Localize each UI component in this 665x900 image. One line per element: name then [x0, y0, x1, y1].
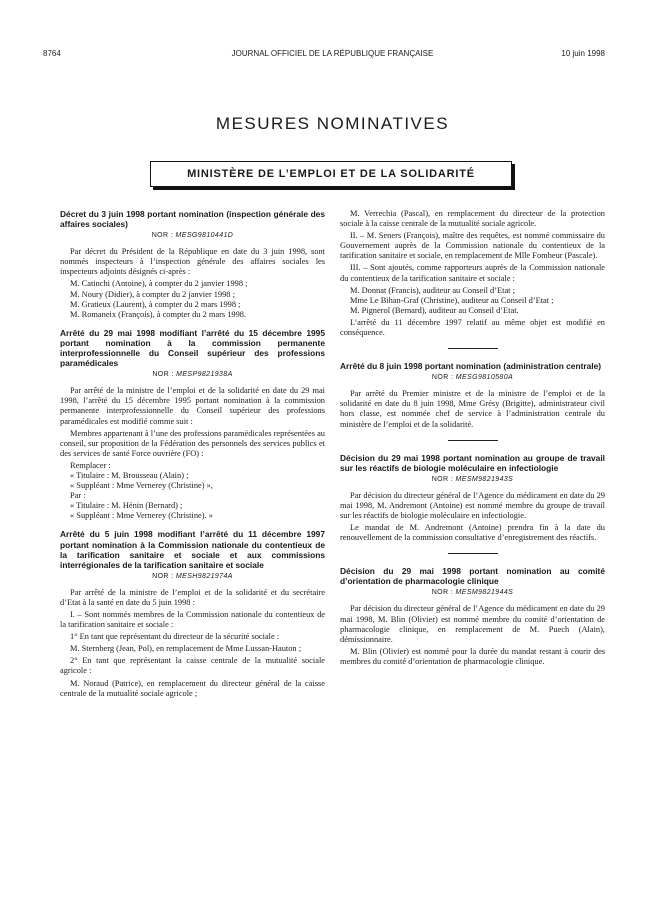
page-number: 8764 [43, 49, 61, 58]
nor-reference: NOR : MESM9821944S [431, 589, 514, 597]
issue-date: 10 juin 1998 [561, 49, 605, 58]
article-decision-pharmacologie [340, 566, 605, 667]
article-title: Décision du 29 mai 1998 portant nomination au groupe de travail sur les réactifs de biologie moléculaire en infectiologie [340, 452, 605, 473]
list-item: « Titulaire : M. Hénin (Bernard) ; [70, 501, 183, 511]
article-continuation [340, 209, 605, 338]
list-item: « Titulaire : M. Brousseau (Alain) ; [70, 470, 189, 480]
article-arrete-paramedicales [60, 328, 325, 522]
article-administration-centrale [340, 361, 605, 429]
nor-reference: NOR : MESM9821943S [431, 475, 514, 483]
nor-reference: NOR : MESG9810580A [431, 374, 514, 382]
paragraph: II. – M. Seners (François), maître des requêtes, est nommé commissaire du Gouvernement auprès de la Commission nationale du contentieux de la tarification sanitaire et sociale, en remplacement de Mlle Fombeur (Pascale). [340, 231, 605, 261]
list-item: « Suppléant : Mme Vernerey (Christine) », [70, 481, 213, 491]
journal-title: JOURNAL OFFICIEL DE LA RÉPUBLIQUE FRANÇAISE [231, 49, 434, 58]
list-item: Mme Le Bihan-Graf (Christine), auditeur au Conseil d’Etat ; [350, 295, 554, 305]
right-column [340, 209, 605, 669]
paragraph: 2° En tant que représentant la caisse centrale de la mutualité sociale agricole : [60, 656, 325, 676]
article-title: Décision du 29 mai 1998 portant nomination au comité d’orientation de pharmacologie clinique [340, 566, 605, 587]
paragraph: M. Noraud (Patrice), en remplacement du directeur général de la caisse centrale de la mutualité sociale agricole ; [60, 678, 325, 698]
list-item: M. Pignerol (Bernard), auditeur au Conseil d’Etat. [350, 305, 519, 315]
paragraph: Le mandat de M. Andremont (Antoine) prendra fin à la date du renouvellement de la commission consultative d’enregistrement des réactifs. [340, 523, 605, 543]
paragraph: M. Sternberg (Jean, Pol), en remplacement de Mme Lussan-Hauton ; [70, 644, 302, 654]
nor-reference: NOR : MESG9810441D [151, 232, 234, 240]
section-title: MESURES NOMINATIVES [215, 114, 450, 133]
list-item: M. Donnat (Francis), auditeur au Conseil d’Etat ; [350, 285, 515, 295]
nor-reference: NOR : MESH9821974A [152, 572, 233, 580]
list-item: M. Noury (Didier), à compter du 2 janvier 1998 ; [70, 289, 235, 299]
paragraph: M. Blin (Olivier) est nommé pour la durée du mandat restant à courir des membres du comité d’orientation de pharmacologie clinique. [340, 646, 605, 666]
article-decision-reactifs [340, 453, 605, 544]
article-decret-igas [60, 209, 325, 320]
list-item: Par : [70, 491, 86, 501]
separator-rule [448, 348, 498, 349]
paragraph: Par arrêté de la ministre de l’emploi et de la solidarité en date du 29 mai 1998, l’arrêté du 15 décembre 1995 portant nomination à la commission permanente interprofessionnelle du Conseil supérieur des professions paramédicales est modifié comme suit : [60, 386, 325, 426]
article-title: Décret du 3 juin 1998 portant nomination (inspection générale des affaires sociales) [60, 209, 325, 230]
paragraph: Par décret du Président de la République en date du 3 juin 1998, sont nommés inspecteurs à l’inspection générale des affaires sociales les inspecteurs adjoints désignés ci-après : [60, 247, 325, 277]
paragraph: M. Verrechia (Pascal), en remplacement du directeur de la protection sociale à la caisse centrale de la mutualité sociale agricole. [340, 209, 605, 229]
list-item: Remplacer : [70, 460, 111, 470]
separator-rule [448, 440, 498, 441]
list-item: M. Catinchi (Antoine), à compter du 2 janvier 1998 ; [70, 279, 248, 289]
paragraph: III. – Sont ajoutés, comme rapporteurs auprès de la Commission nationale du contentieux de la tarification sanitaire et sociale : [340, 263, 605, 283]
article-title: Arrêté du 5 juin 1998 modifiant l’arrêté du 11 décembre 1997 portant nomination à la Commission nationale du contentieux de la tarification sanitaire et sociale et aux commissions interrégionales de la tarification sanitaire et sociale [60, 529, 325, 570]
article-title: Arrêté du 29 mai 1998 modifiant l’arrêté du 15 décembre 1995 portant nomination à la commission permanente interprofessionnelle du Conseil supérieur des professions paramédicales [60, 327, 325, 369]
paragraph: Par arrêté de la ministre de l’emploi et de la solidarité et du secrétaire d’Etat à la santé en date du 5 juin 1998 : [60, 587, 325, 607]
list-item: « Suppléant : Mme Vernerey (Christine). » [70, 511, 213, 521]
article-arrete-tarification [60, 529, 325, 698]
paragraph: Par arrêté du Premier ministre et de la ministre de l’emploi et de la solidarité en date du 8 juin 1998, Mme Grésy (Brigitte), administrateur civil hors classe, est nommée chef de service à l’administration centrale du ministère de l’emploi et de la solidarité. [340, 389, 605, 429]
page-header [0, 0, 665, 60]
paragraph: Membres appartenant à l’une des professions paramédicales représentées au conseil, sur proposition de la Fédération des personnels des services publics et des services de santé Force ouvrière (FO) : [60, 428, 325, 458]
list-item: M. Romaneix (François), à compter du 2 mars 1998. [70, 309, 247, 319]
paragraph: L’arrêté du 11 décembre 1997 relatif au même objet est modifié en conséquence. [340, 317, 605, 338]
paragraph: 1° En tant que représentant du directeur de la sécurité sociale : [70, 632, 280, 642]
paragraph: I. – Sont nommés membres de la Commission nationale du contentieux de la tarification sanitaire et sociale : [60, 610, 325, 630]
paragraph: Par décision du directeur général de l’Agence du médicament en date du 29 mai 1998, M. Andremont (Antoine) est nommé membre du groupe de travail sur les réactifs de biologie moléculaire en infectiologie. [340, 490, 605, 520]
nor-reference: NOR : MESP9821938A [152, 371, 233, 379]
list-item: M. Gratieux (Laurent), à compter du 2 mars 1998 ; [70, 299, 241, 309]
paragraph: Par décision du directeur général de l’Agence du médicament en date du 29 mai 1998, M. Blin (Olivier) est nommé membre du comité d’orientation de pharmacologie clinique, en remplacement de M. Puech (Alain), démissionnaire. [340, 604, 605, 644]
left-column [60, 209, 325, 701]
separator-rule [448, 553, 498, 554]
article-title: Arrêté du 8 juin 1998 portant nomination (administration centrale) [340, 361, 602, 372]
ministry-heading: MINISTÈRE DE L’EMPLOI ET DE LA SOLIDARITÉ [150, 161, 512, 187]
